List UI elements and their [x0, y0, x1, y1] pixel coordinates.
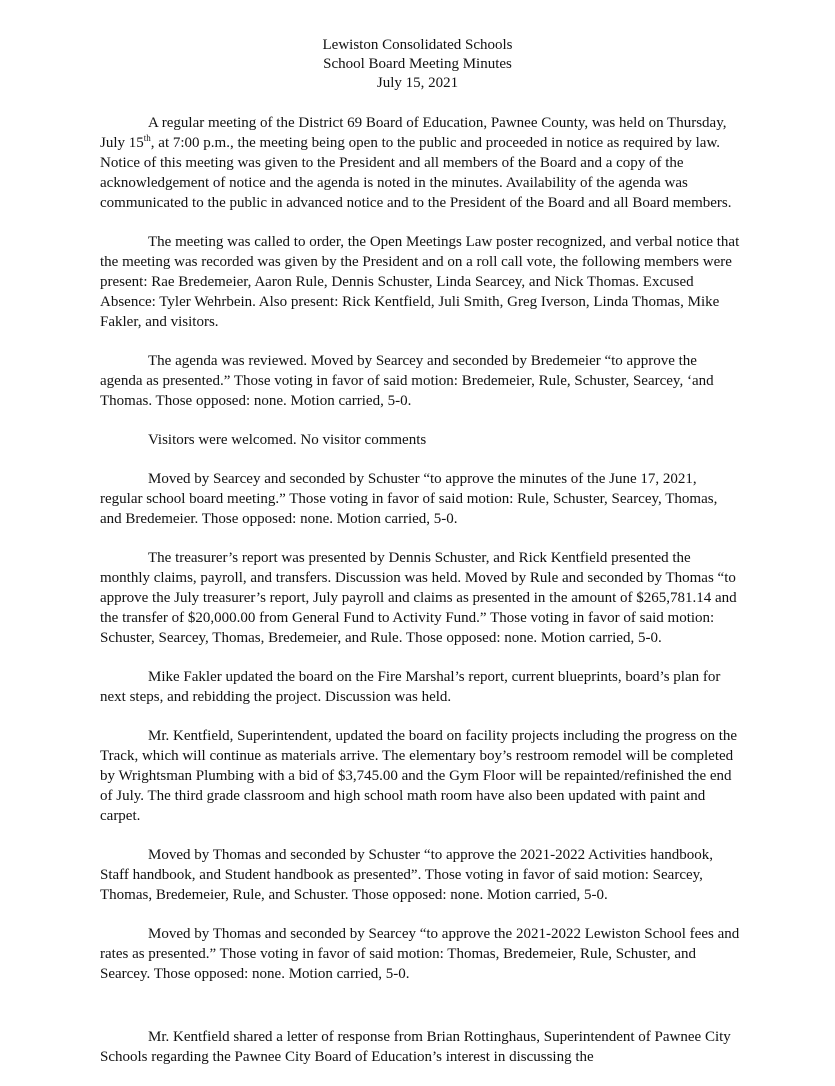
minutes-body — [100, 113, 740, 1086]
paragraph-fees-rates: Moved by Thomas and seconded by Searcey “to approve the 2021-2022 Lewiston School fees and rates as presented.” Those voting in favor of said motion: Thomas, Bredemeier, Rule, Schuster, and Searcey. Those opposed: none. Motion carried, 5-0. — [100, 926, 740, 982]
paragraph-agenda: The agenda was reviewed. Moved by Searcey and seconded by Bredemeier “to approve the agenda as presented.” Those voting in favor of said motion: Bredemeier, Rule, Schuster, Searcey, ‘and Thomas. Those opposed: none. Motion carried, 5-0. — [100, 353, 714, 409]
paragraph-handbooks: Moved by Thomas and seconded by Schuster “to approve the 2021-2022 Activities handbook, Staff handbook, and Student handbook as presented”. Those voting in favor of said motion: Searcey, Thomas, Bredemeier, Rule, and Schuster. Those opposed: none. Motion carried, 5-0. — [100, 847, 714, 903]
organization-name: Lewiston Consolidated Schools — [322, 37, 513, 53]
paragraph-roll-call: The meeting was called to order, the Open Meetings Law poster recognized, and verbal notice that the meeting was recorded was given by the President and on a roll call vote, the following members were present: Rae Bredemeier, Aaron Rule, Dennis Schuster, Linda Searcey, and Nick Thomas. Excused Absence: Tyler Wehrbein. Also present: Rick Kentfield, Juli Smith, Greg Iverson, Linda Thomas, Mike Fakler, and visitors. — [100, 234, 740, 330]
paragraph-text: , at 7:00 p.m., the meeting being open to the public and proceeded in notice as required by law. Notice of this meeting was given to the President and all members of the Board and a copy of the acknowledgement of notice and the agenda is noted in the minutes. Availability of the agenda was communicated to the public in advanced notice and to the President of the Board and all Board members. — [100, 135, 732, 211]
paragraph-pawnee-letter: Mr. Kentfield shared a letter of response from Brian Rottinghaus, Superintendent of Pawnee City Schools regarding the Pawnee City Board of Education’s interest in discussing the — [100, 1029, 731, 1065]
paragraph-facility-projects: Mr. Kentfield, Superintendent, updated the board on facility projects including the progress on the Track, which will continue as materials arrive. The elementary boy’s restroom remodel will be completed by Wrightsman Plumbing with a bid of $3,745.00 and the Gym Floor will be repainted/refinished the end of July. The third grade classroom and high school math room have also been updated with paint and carpet. — [100, 728, 738, 824]
document-title: School Board Meeting Minutes — [323, 56, 512, 72]
paragraph-fire-marshal: Mike Fakler updated the board on the Fire Marshal’s report, current blueprints, board’s plan for next steps, and rebidding the project. Discussion was held. — [100, 669, 721, 705]
ordinal-suffix: th — [143, 133, 151, 143]
paragraph-meeting-notice — [100, 113, 740, 213]
paragraph-text: A regular meeting of the District 69 Board of Education, Pawnee County, was held on Thursday, July 15 — [100, 115, 727, 151]
document-header — [0, 36, 835, 93]
meeting-date: July 15, 2021 — [376, 75, 459, 91]
paragraph-minutes-approval: Moved by Searcey and seconded by Schuster “to approve the minutes of the June 17, 2021, regular school board meeting.” Those voting in favor of said motion: Rule, Schuster, Searcey, Thomas, and Bredemeier. Those opposed: none. Motion carried, 5-0. — [100, 471, 718, 527]
paragraph-visitors: Visitors were welcomed. No visitor comments — [148, 432, 427, 448]
paragraph-treasurer-report: The treasurer’s report was presented by Dennis Schuster, and Rick Kentfield presented the monthly claims, payroll, and transfers. Discussion was held. Moved by Rule and seconded by Thomas “to approve the July treasurer’s report, July payroll and claims as presented in the amount of $265,781.14 and the transfer of $20,000.00 from General Fund to Activity Fund.” Those voting in favor of said motion: Schuster, Searcey, Thomas, Bredemeier, and Rule. Those opposed: none. Motion carried, 5-0. — [100, 550, 737, 646]
